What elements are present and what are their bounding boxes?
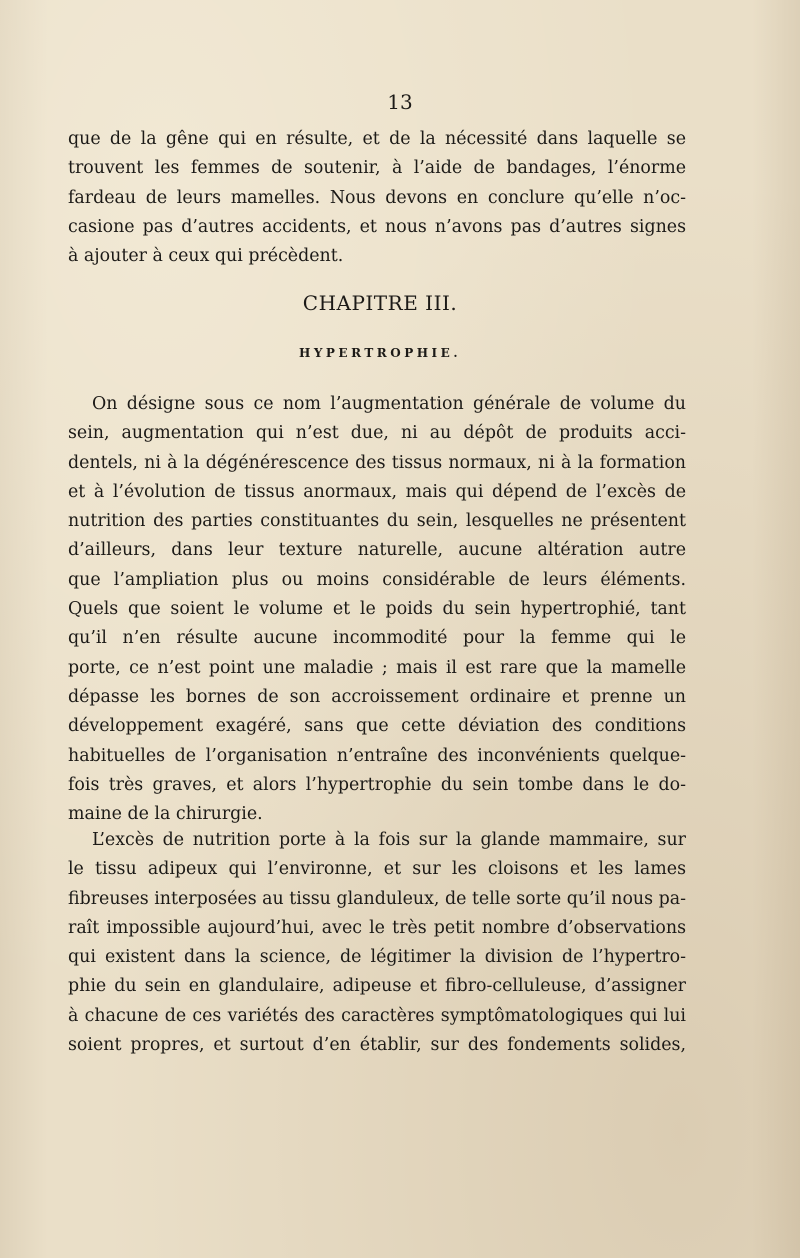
text-line: L’excès de nutrition porte à la fois sur la glande mammaire, sur bbox=[92, 830, 686, 850]
text-line: qui existent dans la science, de légitimer la division de l’hypertro- bbox=[68, 947, 686, 968]
text-line: dentels, ni à la dégénérescence des tissus normaux, ni à la formation bbox=[68, 452, 686, 473]
text-line: fois très graves, et alors l’hypertrophie du sein tombe dans le do- bbox=[68, 774, 686, 795]
text-line: fibreuses interposées au tissu glanduleux, de telle sorte qu’il nous pa- bbox=[68, 888, 686, 909]
text-line: porte, ce n’est point une maladie ; mais il est rare que la mamelle bbox=[68, 657, 686, 678]
text-line: que de la gêne qui en résulte, et de la nécessité dans laquelle se bbox=[68, 129, 686, 149]
text-line: et à l’évolution de tissus anormaux, mais qui dépend de l’excès de bbox=[68, 481, 686, 502]
text-line: trouvent les femmes de soutenir, à l’aide de bandages, l’énorme bbox=[68, 158, 686, 179]
text-line: à chacune de ces variétés des caractères symptômatologiques qui lui bbox=[68, 1005, 686, 1026]
text-line: soient propres, et surtout d’en établir, sur des fondements solides, bbox=[68, 1035, 686, 1056]
text-line: raît impossible aujourd’hui, avec le très petit nombre d’observations bbox=[68, 917, 686, 938]
text-line: habituelles de l’organisation n’entraîne des inconvénients quelque- bbox=[68, 745, 686, 766]
text-line: qu’il n’en résulte aucune incommodité pour la femme qui le bbox=[68, 628, 686, 649]
chapter-title: CHAPITRE III. bbox=[302, 291, 458, 315]
text-line: à ajouter à ceux qui précèdent. bbox=[68, 246, 344, 267]
text-line: dépasse les bornes de son accroissement ordinaire et prenne un bbox=[68, 686, 686, 707]
text-line: développement exagéré, sans que cette déviation des conditions bbox=[68, 716, 686, 737]
section-title: HYPERTROPHIE. bbox=[299, 346, 461, 360]
text-line: d’ailleurs, dans leur texture naturelle, aucune altération autre bbox=[68, 540, 686, 561]
text-line: le tissu adipeux qui l’environne, et sur les cloisons et les lames bbox=[68, 859, 686, 880]
text-line: nutrition des parties constituantes du sein, lesquelles ne présentent bbox=[68, 511, 686, 532]
definition-paragraph bbox=[68, 390, 686, 829]
text-line: On désigne sous ce nom l’augmentation générale de volume du bbox=[92, 394, 686, 414]
text-line: phie du sein en glandulaire, adipeuse et fibro-celluleuse, d’assigner bbox=[68, 976, 686, 997]
text-line: que l’ampliation plus ou moins considérable de leurs éléments. bbox=[68, 569, 686, 590]
text-line: casione pas d’autres accidents, et nous n’avons pas d’autres signes bbox=[68, 216, 686, 237]
text-line: Quels que soient le volume et le poids du sein hypertrophié, tant bbox=[68, 599, 686, 620]
nutrition-paragraph bbox=[68, 826, 686, 1060]
page-number: 13 bbox=[387, 90, 413, 114]
text-line: fardeau de leurs mamelles. Nous devons en conclure qu’elle n’oc- bbox=[68, 187, 686, 208]
text-line: sein, augmentation qui n’est due, ni au dépôt de produits acci- bbox=[68, 423, 686, 444]
intro-paragraph bbox=[68, 125, 686, 271]
text-line: maine de la chirurgie. bbox=[68, 804, 263, 825]
